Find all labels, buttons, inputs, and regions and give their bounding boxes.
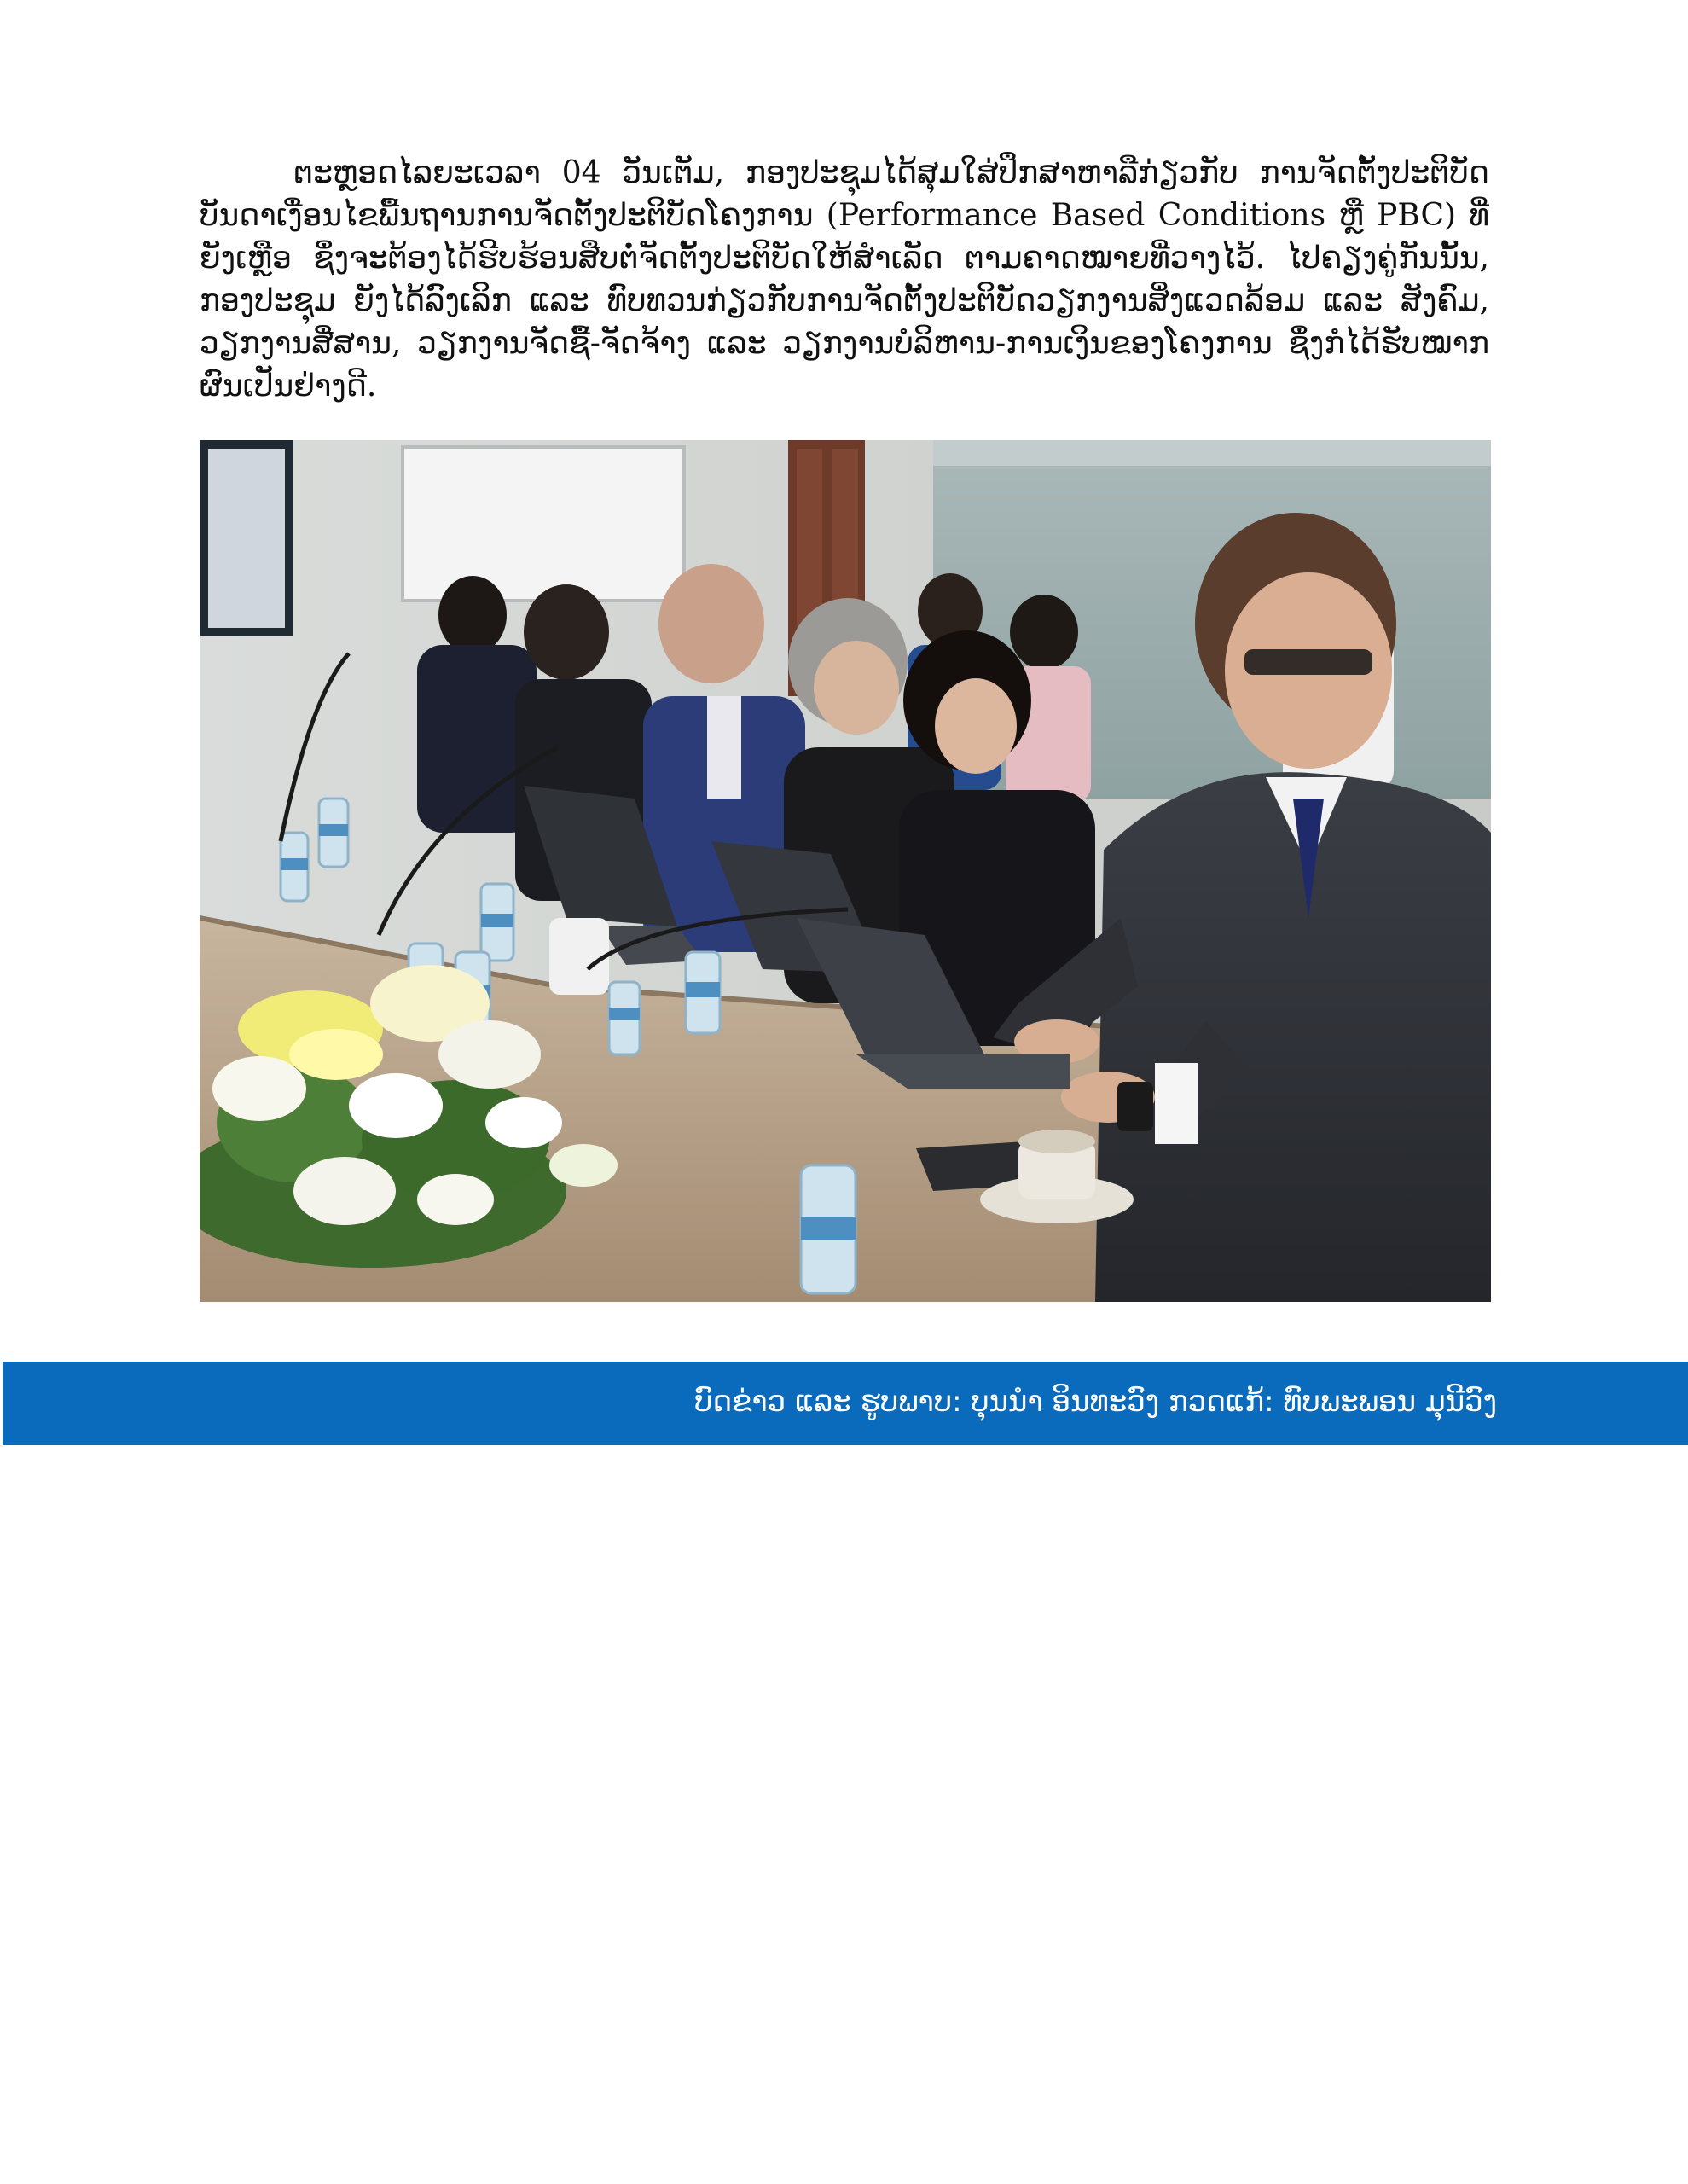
meeting-photo [200,440,1491,1302]
credit-text: ບົດຂ່າວ ແລະ ຮູບພາບ: ບຸນນຳ ອິນທະວົງ ກວດແກ້: ທົບພະພອນ ມຸນີວົງ [694,1385,1497,1419]
credit-bar [3,1362,1688,1445]
body-paragraph: ຕະຫຼອດໄລຍະເວລາ 04 ວັນເຕັມ, ກອງປະຊຸມໄດ້ສຸມໃສ່ປຶກສາຫາລືກ່ຽວກັບ ການຈັດຕັ້ງປະຕິບັດບັນດາເງື່ອນໄຂພື້ນຖານການຈັດຕັ້ງປະຕິບັດໂຄງການ (Performance Based Conditions ຫຼື PBC) ທີ່ຍັງເຫຼືອ ຊຶ່ງຈະຕ້ອງໄດ້ຮີບຮ້ອນສືບຕໍ່ຈັດຕັ້ງປະຕິບັດໃຫ້ສຳເລັດ ຕາມຄາດໝາຍທີ່ວາງໄວ້. ໄປຄຽງຄູ່ກັນນັ້ນ, ກອງປະຊຸມ ຍັງໄດ້ລົງເລິກ ແລະ ທົບທວນກ່ຽວກັບການຈັດຕັ້ງປະຕິບັດວຽກງານສິ່ງແວດລ້ອມ ແລະ ສັງຄົມ, ວຽກງານສື່ສານ, ວຽກງານຈັດຊື້-ຈັດຈ້າງ ແລະ ວຽກງານບໍລິຫານ-ການເງິນຂອງໂຄງການ ຊຶ່ງກໍໄດ້ຮັບໝາກຜົນເປັນຢ່າງດີ. [200,155,1489,404]
meeting-photo-illustration [200,440,1491,1302]
